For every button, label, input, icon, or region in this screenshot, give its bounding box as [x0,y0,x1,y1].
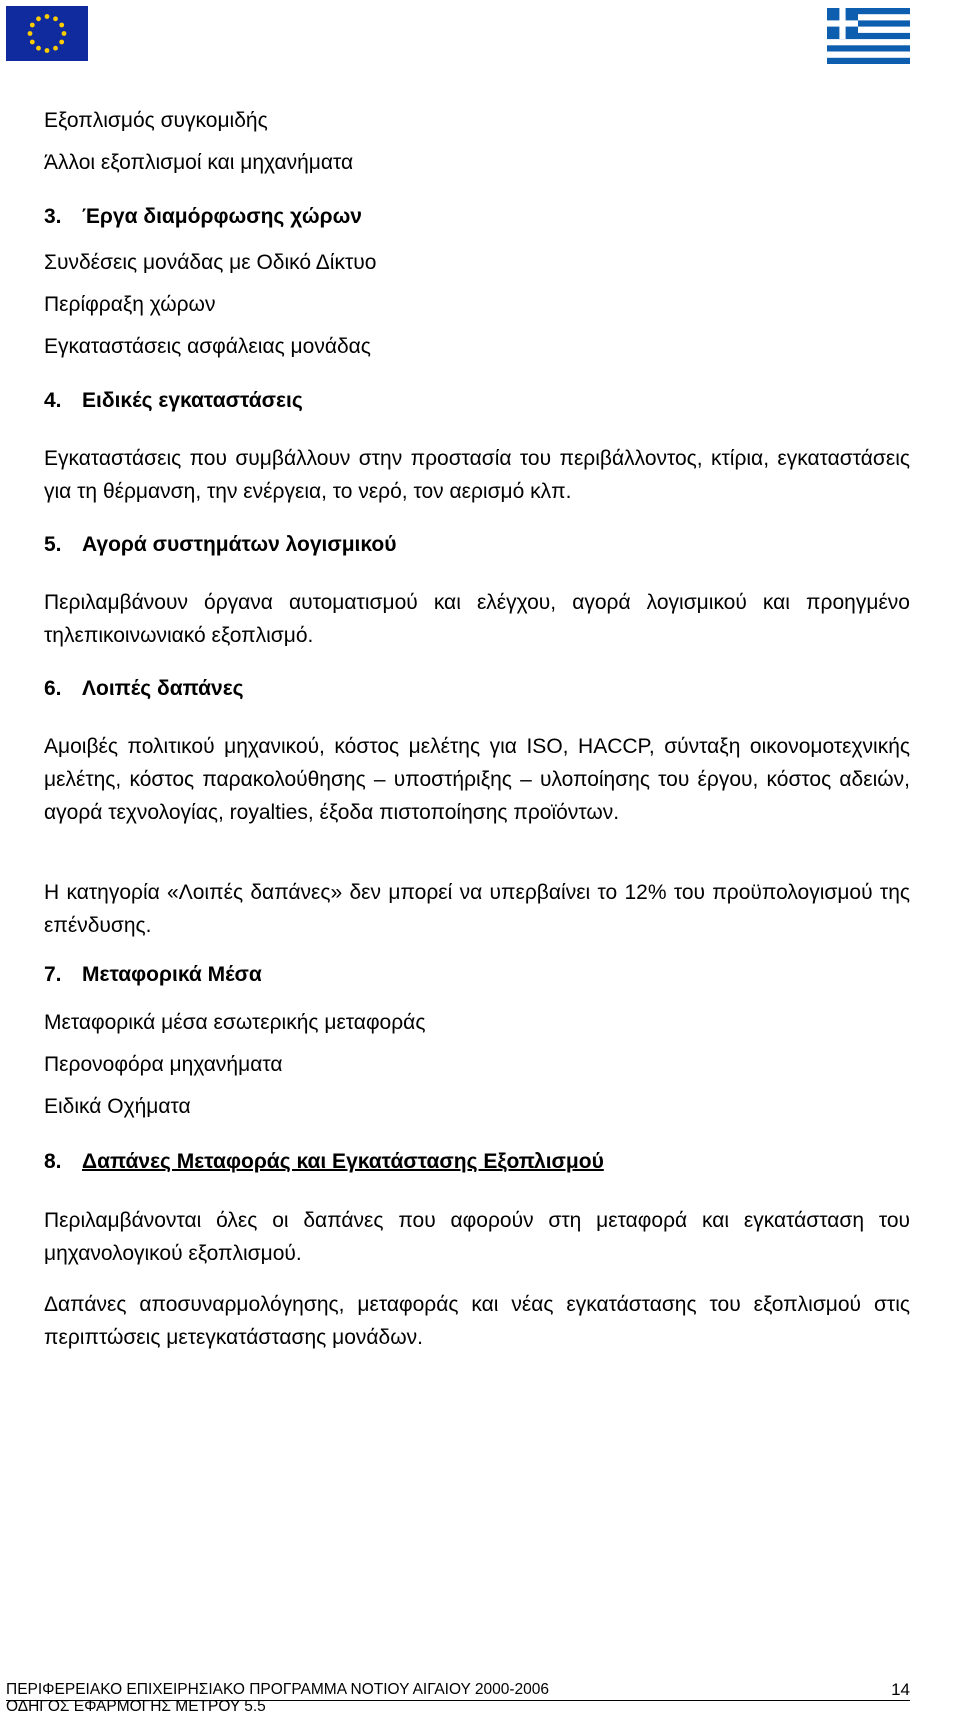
section-6-text-1: Αμοιβές πολιτικού μηχανικού, κόστος μελέτης για ISO, HACCP, σύνταξη οικονομοτεχνικής μελέτης, κόστος παρακολούθησης – υποστήριξης – υλοποίησης του έργου, κόστος αδειών, αγορά τεχνολογίας, royalties, έξοδα πιστοποίησης προϊόντων. [44,735,910,824]
page-number: 14 [891,1680,910,1699]
list-item: Άλλοι εξοπλισμοί και μηχανήματα [44,151,354,174]
section-3-heading [44,200,362,233]
section-7-heading [44,958,262,991]
section-5-heading [44,528,396,561]
section-number: 3. [44,205,62,228]
list-item: Περονοφόρα μηχανήματα [44,1053,283,1076]
list-item: Ειδικά Οχήματα [44,1095,191,1118]
section-number: 8. [44,1150,62,1173]
section-6-text-2: Η κατηγορία «Λοιπές δαπάνες» δεν μπορεί να υπερβαίνει το 12% του προϋπολογισμού της επένδυσης. [44,881,910,937]
list-item: Μεταφορικά μέσα εσωτερικής μεταφοράς [44,1011,426,1034]
section-number: 4. [44,389,62,412]
section-8-text-1: Περιλαμβάνονται όλες οι δαπάνες που αφορούν στη μεταφορά και εγκατάσταση του μηχανολογικού εξοπλισμού. [44,1209,910,1265]
section-number: 5. [44,533,62,556]
list-item: Εξοπλισμός συγκομιδής [44,109,268,132]
list-item: Εγκαταστάσεις ασφάλειας μονάδας [44,335,371,358]
section-title: Μεταφορικά Μέσα [82,963,262,986]
list-item: Περίφραξη χώρων [44,293,216,316]
section-5-text: Περιλαμβάνουν όργανα αυτοματισμού και ελέγχου, αγορά λογισμικού και προηγμένο τηλεπικοινωνιακό εξοπλισμό. [44,591,910,647]
section-title: Έργα διαμόρφωσης χώρων [82,205,362,228]
section-title: Λοιπές δαπάνες [82,677,244,700]
section-title: Αγορά συστημάτων λογισμικού [82,533,397,556]
section-4-heading [44,384,303,417]
section-title: Ειδικές εγκαταστάσεις [82,389,303,412]
section-8-heading [44,1145,604,1178]
section-6-heading [44,672,244,705]
footer-program-title: ΠΕΡΙΦΕΡΕΙΑΚΟ ΕΠΙΧΕΙΡΗΣΙΑΚΟ ΠΡΟΓΡΑΜΜΑ ΝΟΤΙΟΥ ΑΙΓΑΙΟΥ 2000-2006 [6,1681,550,1698]
section-title: Δαπάνες Μεταφοράς και Εγκατάστασης Εξοπλισμού [82,1150,604,1173]
list-item: Συνδέσεις μονάδας με Οδικό Δίκτυο [44,251,377,274]
footer-guide-title: ΟΔΗΓΟΣ ΕΦΑΡΜΟΓΗΣ ΜΕΤΡΟΥ 5.5 [6,1698,266,1715]
greece-flag-icon [827,8,910,64]
section-number: 6. [44,677,62,700]
section-4-text: Εγκαταστάσεις που συμβάλλουν στην προστασία του περιβάλλοντος, κτίρια, εγκαταστάσεις για τη θέρμανση, την ενέργεια, το νερό, τον αερισμό κλπ. [44,447,910,503]
section-8-text-2: Δαπάνες αποσυναρμολόγησης, μεταφοράς και νέας εγκατάστασης του εξοπλισμού στις περιπτώσεις μετεγκατάστασης μονάδων. [44,1293,910,1349]
section-number: 7. [44,963,62,986]
eu-flag-icon [6,6,88,61]
